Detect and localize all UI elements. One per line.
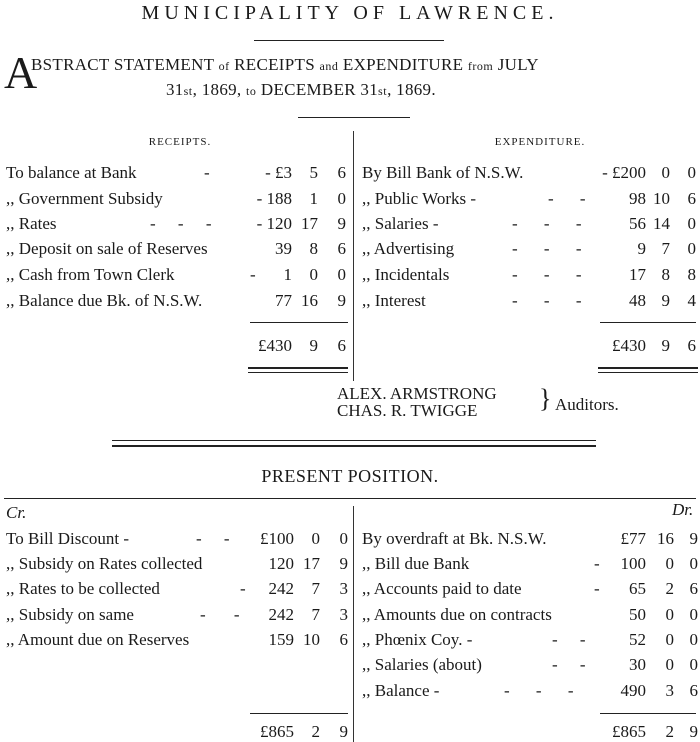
expenditure-pounds: 9 [637, 239, 646, 258]
expenditure-shillings: 10 [653, 189, 670, 208]
debit-shillings: 3 [665, 681, 674, 700]
auditor-name: ALEX. ARMSTRONG [337, 384, 497, 403]
debit-total-pence: 9 [689, 722, 698, 741]
debit-label-row: ,, Balance - [362, 681, 440, 700]
expenditure-label: ,, Interest [362, 291, 426, 310]
debit-pounds: 52 [629, 630, 646, 649]
expenditure-dots: - - - [512, 239, 582, 258]
credit-label-row: ,, Rates to be collected [6, 579, 160, 598]
expenditure-pence: 8 [687, 265, 696, 284]
receipt-shillings: 16 [301, 291, 318, 310]
debit-label: Dr. [672, 500, 694, 519]
expenditure-sum-rule [600, 322, 696, 323]
receipt-pounds: 1 [283, 265, 292, 284]
credit-total-shillings: 2 [311, 722, 320, 741]
receipt-pence: 0 [337, 189, 346, 208]
expenditure-pence: 4 [687, 291, 696, 310]
receipts-double-rule [248, 372, 348, 373]
debit-dots: - - [552, 655, 586, 674]
expenditure-pence: 6 [687, 189, 696, 208]
heading-line2-part: , 1869. [387, 80, 436, 99]
credit-dots: - - [200, 605, 240, 624]
credit-pounds: 242 [268, 605, 294, 624]
receipt-label: ,, Government Subsidy [6, 189, 163, 208]
credit-pence: 3 [339, 579, 348, 598]
debit-pence: 0 [689, 605, 698, 624]
credit-label-row: To Bill Discount - [6, 529, 130, 548]
expenditure-pence: 0 [687, 214, 696, 233]
expenditure-dots: - - - [512, 214, 582, 233]
expenditure-shillings: 0 [661, 163, 670, 182]
brace-icon: } [539, 384, 552, 413]
receipts-sum-rule [250, 322, 348, 323]
heading-line2-part: st [183, 84, 193, 98]
debit-dots: - - [552, 630, 586, 649]
debit-pounds: 50 [629, 605, 646, 624]
expenditure-dots: - - - [512, 291, 582, 310]
debit-dots: - [594, 554, 600, 573]
receipt-pence: 9 [337, 214, 346, 233]
receipt-pence: 9 [337, 291, 346, 310]
receipt-dots: - [204, 163, 210, 182]
heading-line1-part: and [319, 59, 339, 73]
receipt-label: ,, Balance due Bk. of N.S.W. [6, 291, 203, 310]
receipt-pence: 0 [337, 265, 346, 284]
expenditure-label: By Bill Bank of N.S.W. [362, 163, 524, 182]
credit-shillings: 10 [303, 630, 320, 649]
section-separator [112, 440, 596, 441]
debit-shillings: 0 [665, 655, 674, 674]
expenditure-pounds: 98 [629, 189, 646, 208]
receipt-shillings: 5 [309, 163, 318, 182]
debit-label-row: ,, Accounts paid to date [362, 579, 522, 598]
receipt-label: ,, Cash from Town Clerk [6, 265, 175, 284]
heading-line2-part: , 1869, [192, 80, 247, 99]
expenditure-heading: EXPENDITURE. [494, 136, 586, 148]
expenditure-pence: 0 [687, 163, 696, 182]
credit-shillings: 0 [311, 529, 320, 548]
expenditure-shillings: 9 [661, 291, 670, 310]
expenditure-label: ,, Public Works - [362, 189, 477, 208]
credit-pounds: £100 [260, 529, 294, 548]
receipts-double-rule [248, 367, 348, 369]
credit-dots: - - [196, 529, 230, 548]
debit-total-pounds: £865 [612, 722, 646, 741]
receipt-pounds: 39 [275, 239, 292, 258]
debit-pounds: 65 [629, 579, 646, 598]
credit-shillings: 7 [311, 605, 320, 624]
heading-line2-part: 31 [166, 80, 184, 99]
auditors-label: Auditors. [555, 395, 619, 414]
credit-label-row: ,, Subsidy on same [6, 605, 134, 624]
expenditure-double-rule [598, 372, 698, 373]
debit-label-row: ,, Bill due Bank [362, 554, 470, 573]
expenditure-total-pence: 6 [687, 336, 696, 355]
debit-pence: 0 [689, 655, 698, 674]
debit-shillings: 0 [665, 605, 674, 624]
position-rule [4, 498, 696, 499]
receipt-pounds: - 188 [256, 189, 292, 208]
expenditure-dots: - - - [512, 265, 582, 284]
debit-total-shillings: 2 [665, 722, 674, 741]
credit-total-pounds: £865 [260, 722, 294, 741]
receipt-shillings: 0 [309, 265, 318, 284]
receipt-pounds: - £3 [265, 163, 292, 182]
expenditure-shillings: 8 [661, 265, 670, 284]
heading-rule [298, 117, 410, 118]
debit-label-row: ,, Phœnix Coy. - [362, 630, 473, 649]
debit-pounds: 30 [629, 655, 646, 674]
expenditure-pounds: - £200 [602, 163, 646, 182]
drop-cap: A [4, 47, 38, 98]
expenditure-pence: 0 [687, 239, 696, 258]
debit-label-row: ,, Amounts due on contracts [362, 605, 552, 624]
debit-pounds: 100 [620, 554, 646, 573]
credit-pounds: 242 [268, 579, 294, 598]
expenditure-label: ,, Salaries - [362, 214, 439, 233]
heading-line1-part: of [218, 59, 230, 73]
receipt-label: ,, Rates [6, 214, 57, 233]
section-separator [112, 445, 596, 447]
receipt-pounds: - 120 [256, 214, 292, 233]
receipt-shillings: 8 [309, 239, 318, 258]
credit-sum-rule [250, 713, 348, 714]
debit-shillings: 0 [665, 554, 674, 573]
position-heading: PRESENT POSITION. [261, 466, 439, 486]
heading-line1-part: RECEIPTS [229, 55, 320, 74]
receipt-label: ,, Deposit on sale of Reserves [6, 239, 208, 258]
credit-label: Cr. [6, 503, 27, 522]
expenditure-label: ,, Incidentals [362, 265, 450, 284]
credit-pounds: 159 [268, 630, 294, 649]
auditor-name: CHAS. R. TWIGGE [337, 401, 478, 420]
statement-heading-line1 [31, 55, 539, 75]
debit-dots: - [594, 579, 600, 598]
credit-shillings: 17 [303, 554, 320, 573]
receipts-total-pounds: £430 [258, 336, 292, 355]
receipt-pounds: 77 [275, 291, 292, 310]
title-rule [254, 40, 444, 41]
expenditure-double-rule [598, 367, 698, 369]
receipt-shillings: 1 [309, 189, 318, 208]
heading-line2-part: st [378, 84, 388, 98]
heading-line1-part: JULY [493, 55, 539, 74]
heading-line2-part: DECEMBER 31 [256, 80, 379, 99]
receipts-total-shillings: 9 [309, 336, 318, 355]
expenditure-total-pounds: £430 [612, 336, 646, 355]
credit-label-row: ,, Amount due on Reserves [6, 630, 190, 649]
column-divider [353, 131, 354, 381]
debit-pence: 6 [689, 579, 698, 598]
debit-pounds: £77 [620, 529, 646, 548]
debit-pounds: 490 [620, 681, 646, 700]
receipts-heading: RECEIPTS. [148, 136, 212, 148]
credit-shillings: 7 [311, 579, 320, 598]
heading-line1-part: from [467, 59, 494, 73]
receipt-dots: - - - [150, 214, 212, 233]
statement-heading-line2 [166, 80, 436, 100]
receipt-shillings: 17 [301, 214, 318, 233]
expenditure-shillings: 7 [661, 239, 670, 258]
position-divider [353, 506, 354, 742]
debit-dots: - - - [504, 681, 574, 700]
receipt-label: To balance at Bank [6, 163, 137, 182]
expenditure-pounds: 56 [629, 214, 646, 233]
debit-shillings: 2 [665, 579, 674, 598]
debit-pence: 0 [689, 554, 698, 573]
debit-label-row: ,, Salaries (about) [362, 655, 482, 674]
receipt-dots: - [250, 265, 256, 284]
receipt-pence: 6 [337, 163, 346, 182]
credit-dots: - [240, 579, 246, 598]
expenditure-pounds: 48 [629, 291, 646, 310]
document-title: MUNICIPALITY OF LAWRENCE. [141, 2, 559, 24]
expenditure-total-shillings: 9 [661, 336, 670, 355]
debit-pence: 6 [689, 681, 698, 700]
credit-label-row: ,, Subsidy on Rates collected [6, 554, 203, 573]
credit-pence: 0 [339, 529, 348, 548]
credit-pence: 6 [339, 630, 348, 649]
debit-pence: 9 [689, 529, 698, 548]
debit-sum-rule [600, 713, 696, 714]
debit-pence: 0 [689, 630, 698, 649]
heading-line2-part: to [246, 84, 257, 98]
expenditure-dots: - - [548, 189, 586, 208]
expenditure-shillings: 14 [653, 214, 670, 233]
credit-pence: 3 [339, 605, 348, 624]
credit-pounds: 120 [268, 554, 294, 573]
expenditure-label: ,, Advertising [362, 239, 455, 258]
heading-line1-part: EXPENDITURE [338, 55, 468, 74]
credit-pence: 9 [339, 554, 348, 573]
receipt-pence: 6 [337, 239, 346, 258]
receipts-total-pence: 6 [337, 336, 346, 355]
debit-shillings: 16 [657, 529, 674, 548]
debit-shillings: 0 [665, 630, 674, 649]
credit-total-pence: 9 [339, 722, 348, 741]
heading-line1-part: BSTRACT STATEMENT [31, 55, 219, 74]
debit-label-row: By overdraft at Bk. N.S.W. [362, 529, 547, 548]
expenditure-pounds: 17 [629, 265, 646, 284]
